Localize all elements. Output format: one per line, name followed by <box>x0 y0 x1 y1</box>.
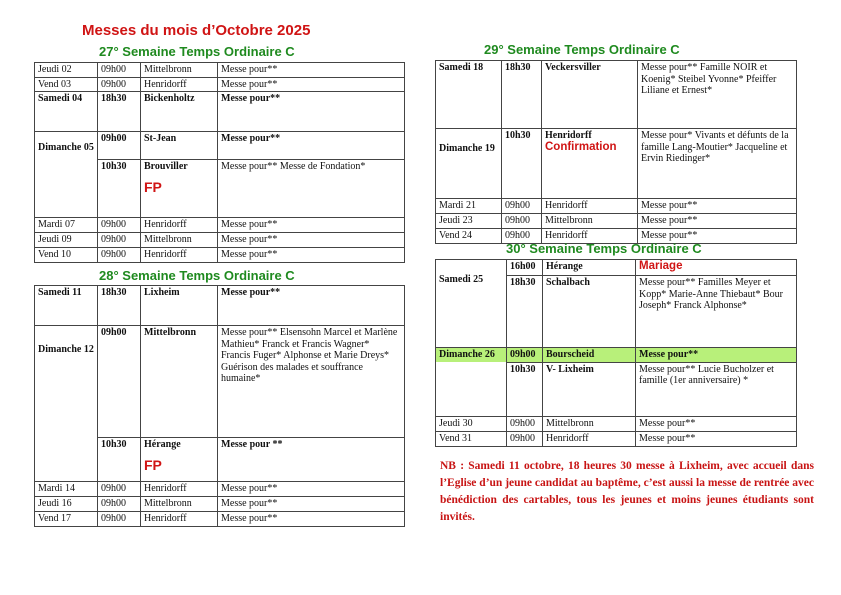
place-cell: Mittelbronn <box>141 497 218 512</box>
intention-cell: Messe pour** Lucie Bucholzer et famille (1er anniversaire) * <box>636 362 797 416</box>
table-row <box>35 286 405 326</box>
day-cell: Vend 31 <box>436 431 507 446</box>
table-row <box>35 482 405 497</box>
mariage-label: Mariage <box>639 260 683 272</box>
intention-cell: Messe pour** <box>218 77 405 92</box>
day-cell <box>436 348 507 417</box>
day-cell: Jeudi 30 <box>436 416 507 431</box>
table-row <box>35 77 405 92</box>
intention-cell: Messe pour** <box>218 248 405 263</box>
intention-cell: Messe pour** Elsensohn Marcel et Marlène Mathieu* Franck et Francis Wagner* Francis Fuger* Alphonse et Marie Dreys* Guérison des malades et souffrance humaine* <box>218 326 405 438</box>
place-cell: Mittelbronn <box>542 214 638 229</box>
place-cell: Bickenholtz <box>141 92 218 132</box>
time-cell: 09h00 <box>507 431 543 446</box>
intention-cell: Messe pour** <box>218 63 405 78</box>
place-cell: Henridorff <box>543 431 636 446</box>
place-cell <box>542 129 638 199</box>
place-name: Henridorff <box>545 130 592 141</box>
confirmation-label: Confirmation <box>545 140 617 153</box>
place-cell: Henridorff <box>141 218 218 233</box>
week-30-title: 30° Semaine Temps Ordinaire C <box>506 241 702 256</box>
time-cell: 09h00 <box>502 214 542 229</box>
time-cell: 09h00 <box>98 233 141 248</box>
week-29-table <box>435 60 797 244</box>
place-cell: Schalbach <box>543 276 636 348</box>
time-cell: 09h00 <box>502 199 542 214</box>
day-cell: Jeudi 23 <box>436 214 502 229</box>
intention-cell: Messe pour** <box>218 497 405 512</box>
intention-cell: Messe pour** <box>218 132 405 160</box>
intention-cell: Messe pour** <box>218 92 405 132</box>
table-row <box>436 348 797 363</box>
time-cell: 09h00 <box>98 497 141 512</box>
day-cell: Mardi 21 <box>436 199 502 214</box>
place-cell: Veckersviller <box>542 61 638 129</box>
place-cell: Henridorff <box>141 512 218 527</box>
time-cell: 09h00 <box>98 326 141 438</box>
place-cell: Mittelbronn <box>141 233 218 248</box>
intention-cell: Messe pour** <box>638 199 797 214</box>
table-row <box>35 512 405 527</box>
time-cell: 10h30 <box>502 129 542 199</box>
time-cell: 18h30 <box>98 92 141 132</box>
intention-cell <box>636 260 797 276</box>
table-row <box>35 248 405 263</box>
day-cell: Jeudi 02 <box>35 63 98 78</box>
table-row <box>436 129 797 199</box>
table-row <box>436 260 797 276</box>
time-cell: 10h30 <box>507 362 543 416</box>
time-cell: 09h00 <box>98 132 141 160</box>
time-cell: 16h00 <box>507 260 543 276</box>
table-row <box>35 233 405 248</box>
time-cell: 09h00 <box>98 512 141 527</box>
time-cell: 09h00 <box>98 77 141 92</box>
day-cell: Vend 24 <box>436 229 502 244</box>
intention-cell: Messe pour** <box>218 512 405 527</box>
time-cell: 09h00 <box>98 218 141 233</box>
time-cell: 10h30 <box>98 438 141 482</box>
time-cell: 09h00 <box>98 482 141 497</box>
day-cell: Jeudi 09 <box>35 233 98 248</box>
intention-cell: Messe pour* Vivants et défunts de la famille Lang-Moutier* Jacqueline et Ervin Riedinger* <box>638 129 797 199</box>
place-cell: V- Lixheim <box>543 362 636 416</box>
intention-cell: Messe pour** Familles Meyer et Kopp* Marie-Anne Thiebaut* Bour Joseph* Franck Alphonse* <box>636 276 797 348</box>
day-cell: Mardi 14 <box>35 482 98 497</box>
intention-cell: Messe pour** Messe de Fondation* <box>218 160 405 218</box>
time-cell: 18h30 <box>502 61 542 129</box>
week-29-title: 29° Semaine Temps Ordinaire C <box>484 42 680 57</box>
table-row <box>35 218 405 233</box>
fp-badge: FP <box>144 178 162 195</box>
table-row <box>436 416 797 431</box>
place-name: Hérange <box>144 439 181 450</box>
nb-note: NB : Samedi 11 octobre, 18 heures 30 messe à Lixheim, avec accueil dans l’Eglise d’un jeune candidat au baptême, c’est aussi la messe de rentrée avec bénédiction des cartables, tous les jeunes et moins jeunes étudiants sont invités. <box>440 460 814 523</box>
time-cell: 09h00 <box>507 348 543 363</box>
place-cell: Bourscheid <box>543 348 636 363</box>
day-cell: Dimanche 12 <box>35 326 98 482</box>
intention-cell: Messe pour** <box>636 348 797 363</box>
day-cell: Vend 10 <box>35 248 98 263</box>
intention-cell: Messe pour** <box>218 482 405 497</box>
place-cell: Lixheim <box>141 286 218 326</box>
day-cell: Samedi 11 <box>35 286 98 326</box>
place-name: Brouviller <box>144 161 188 172</box>
intention-cell: Messe pour** <box>636 431 797 446</box>
time-cell: 10h30 <box>98 160 141 218</box>
place-cell: Mittelbronn <box>141 63 218 78</box>
intention-cell: Messe pour** <box>218 286 405 326</box>
day-cell: Dimanche 05 <box>35 132 98 218</box>
table-row <box>436 214 797 229</box>
fp-badge: FP <box>144 456 162 473</box>
day-cell: Dimanche 19 <box>436 129 502 199</box>
table-row <box>436 199 797 214</box>
time-cell: 09h00 <box>507 416 543 431</box>
place-cell <box>141 438 218 482</box>
day-cell: Mardi 07 <box>35 218 98 233</box>
week-27-table <box>34 62 405 263</box>
week-30-table <box>435 259 797 447</box>
intention-cell: Messe pour** <box>218 233 405 248</box>
table-row <box>35 132 405 160</box>
place-cell: Henridorff <box>542 229 638 244</box>
time-cell: 09h00 <box>98 63 141 78</box>
page-title: Messes du mois d’Octobre 2025 <box>82 22 311 39</box>
day-cell: Vend 17 <box>35 512 98 527</box>
table-row <box>35 326 405 438</box>
time-cell: 09h00 <box>98 248 141 263</box>
intention-cell: Messe pour** <box>636 416 797 431</box>
intention-cell: Messe pour** <box>638 229 797 244</box>
week-27-title: 27° Semaine Temps Ordinaire C <box>99 44 295 59</box>
week-28-title: 28° Semaine Temps Ordinaire C <box>99 268 295 283</box>
intention-cell: Messe pour** <box>218 218 405 233</box>
place-cell: St-Jean <box>141 132 218 160</box>
time-cell: 18h30 <box>507 276 543 348</box>
day-cell: Vend 03 <box>35 77 98 92</box>
intention-cell: Messe pour** Famille NOIR et Koenig* Steibel Yvonne* Pfeiffer Liliane et Ernest* <box>638 61 797 129</box>
place-cell: Mittelbronn <box>141 326 218 438</box>
table-row <box>35 497 405 512</box>
day-cell: Samedi 04 <box>35 92 98 132</box>
place-cell: Henridorff <box>542 199 638 214</box>
intention-cell: Messe pour** <box>638 214 797 229</box>
intention-cell: Messe pour ** <box>218 438 405 482</box>
day-cell: Samedi 25 <box>436 260 507 348</box>
table-row <box>35 63 405 78</box>
day-cell: Samedi 18 <box>436 61 502 129</box>
time-cell: 09h00 <box>502 229 542 244</box>
place-cell: Henridorff <box>141 248 218 263</box>
place-cell: Henridorff <box>141 482 218 497</box>
highlighted-day: Dimanche 26 <box>436 348 506 362</box>
time-cell: 18h30 <box>98 286 141 326</box>
place-cell: Henridorff <box>141 77 218 92</box>
place-cell: Hérange <box>543 260 636 276</box>
place-cell: Mittelbronn <box>543 416 636 431</box>
table-row <box>35 92 405 132</box>
place-cell <box>141 160 218 218</box>
table-row <box>436 431 797 446</box>
day-cell: Jeudi 16 <box>35 497 98 512</box>
table-row <box>436 61 797 129</box>
week-28-table <box>34 285 405 527</box>
